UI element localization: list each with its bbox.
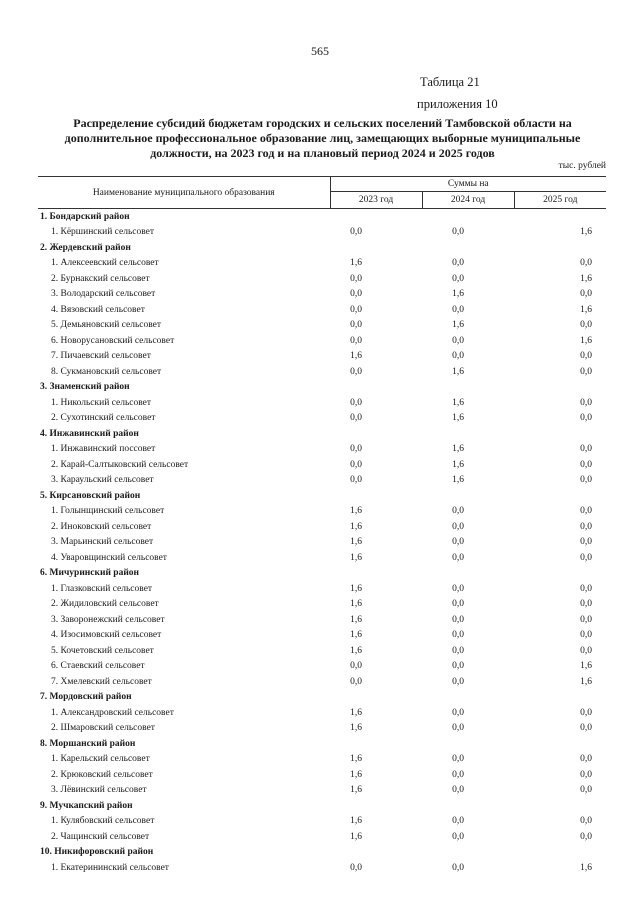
value-2025: 1,6 bbox=[580, 273, 593, 284]
appendix-caption: приложения 10 bbox=[417, 97, 498, 111]
district-row bbox=[38, 380, 606, 396]
settlement-name-cell bbox=[38, 411, 330, 427]
value-2025: 0,0 bbox=[580, 413, 593, 424]
settlement-name: 3. Караульский сельсовет bbox=[51, 475, 154, 486]
settlement-name-cell bbox=[38, 581, 330, 597]
settlement-row bbox=[38, 705, 606, 721]
district-name: 10. Никифоровский район bbox=[40, 847, 154, 858]
value-2025: 0,0 bbox=[580, 459, 593, 470]
district-name: 3. Знаменский район bbox=[40, 382, 130, 393]
value-2023 bbox=[330, 209, 422, 225]
table-body bbox=[38, 209, 606, 876]
value-2023 bbox=[330, 426, 422, 442]
name-column-header: Наименование муниципального образования bbox=[38, 177, 330, 209]
settlement-name: 1. Кулябовский сельсовет bbox=[51, 816, 155, 827]
value-2025 bbox=[514, 798, 606, 814]
value-2024 bbox=[422, 488, 514, 504]
district-name-cell bbox=[38, 488, 330, 504]
settlement-name: 1. Алексеевский сельсовет bbox=[51, 258, 159, 269]
value-2023: 1,6 bbox=[350, 583, 362, 594]
value-2025: 1,6 bbox=[580, 661, 593, 672]
settlement-name: 1. Александровский сельсовет bbox=[51, 707, 174, 718]
settlement-name-cell bbox=[38, 442, 330, 458]
value-2025: 0,0 bbox=[580, 723, 593, 734]
value-2025: 1,6 bbox=[580, 227, 593, 238]
settlement-name-cell bbox=[38, 287, 330, 303]
district-row bbox=[38, 798, 606, 814]
settlement-row bbox=[38, 643, 606, 659]
value-2024: 0,0 bbox=[452, 645, 464, 656]
value-2023: 1,6 bbox=[350, 521, 362, 532]
settlement-name: 1. Кёршинский сельсовет bbox=[51, 227, 155, 238]
settlement-name: 7. Хмелевский сельсовет bbox=[51, 676, 152, 687]
settlement-row bbox=[38, 767, 606, 783]
value-2024: 1,6 bbox=[452, 475, 464, 486]
settlement-row bbox=[38, 473, 606, 489]
settlement-name-cell bbox=[38, 829, 330, 845]
settlement-name: 1. Карельский сельсовет bbox=[51, 754, 150, 765]
value-2025: 0,0 bbox=[580, 537, 593, 548]
settlement-row bbox=[38, 814, 606, 830]
value-2024: 0,0 bbox=[452, 227, 464, 238]
settlement-name-cell bbox=[38, 349, 330, 365]
value-2024: 1,6 bbox=[452, 366, 464, 377]
value-2024: 0,0 bbox=[452, 335, 464, 346]
value-2023: 0,0 bbox=[350, 661, 362, 672]
settlement-row bbox=[38, 612, 606, 628]
settlement-name: 6. Стаевский сельсовет bbox=[51, 661, 145, 672]
value-2025: 0,0 bbox=[580, 397, 593, 408]
district-row bbox=[38, 690, 606, 706]
value-2025: 0,0 bbox=[580, 831, 593, 842]
settlement-name-cell bbox=[38, 628, 330, 644]
settlement-name-cell bbox=[38, 302, 330, 318]
value-2024: 0,0 bbox=[452, 599, 464, 610]
settlement-row bbox=[38, 225, 606, 241]
year-header-2025: 2025 год bbox=[514, 192, 606, 209]
settlement-name-cell bbox=[38, 674, 330, 690]
settlement-name-cell bbox=[38, 225, 330, 241]
settlement-name: 7. Пичаевский сельсовет bbox=[51, 351, 151, 362]
value-2023: 0,0 bbox=[350, 289, 362, 300]
value-2025: 0,0 bbox=[580, 645, 593, 656]
document-title: Распределение субсидий бюджетам городских и сельских поселений Тамбовской области на дополнительное профессиональное образование лиц, замещающих выборные муниципальные должности, на 2023 год и на плановый период 2024 и 2025 годов bbox=[64, 116, 581, 160]
value-2024 bbox=[422, 690, 514, 706]
value-2023: 0,0 bbox=[350, 459, 362, 470]
settlement-row bbox=[38, 411, 606, 427]
settlement-name-cell bbox=[38, 364, 330, 380]
settlement-row bbox=[38, 659, 606, 675]
settlement-name-cell bbox=[38, 473, 330, 489]
value-2024 bbox=[422, 798, 514, 814]
value-2023 bbox=[330, 240, 422, 256]
district-name: 5. Кирсановский район bbox=[40, 490, 141, 501]
settlement-row bbox=[38, 519, 606, 535]
settlement-row bbox=[38, 674, 606, 690]
page-number: 565 bbox=[311, 44, 329, 58]
value-2024 bbox=[422, 426, 514, 442]
settlement-row bbox=[38, 597, 606, 613]
value-2024: 0,0 bbox=[452, 351, 464, 362]
district-row bbox=[38, 426, 606, 442]
settlement-name: 3. Володарский сельсовет bbox=[51, 289, 156, 300]
value-2023: 1,6 bbox=[350, 754, 362, 765]
value-2024: 0,0 bbox=[452, 258, 464, 269]
district-name-cell bbox=[38, 240, 330, 256]
value-2024 bbox=[422, 736, 514, 752]
settlement-row bbox=[38, 395, 606, 411]
settlement-name: 8. Сукмановский сельсовет bbox=[51, 366, 162, 377]
sums-header: Суммы на bbox=[330, 177, 606, 192]
settlement-row bbox=[38, 860, 606, 876]
settlement-name-cell bbox=[38, 333, 330, 349]
value-2024: 0,0 bbox=[452, 769, 464, 780]
value-2025: 0,0 bbox=[580, 351, 593, 362]
settlement-row bbox=[38, 457, 606, 473]
settlement-name: 4. Вязовский сельсовет bbox=[51, 304, 145, 315]
settlement-row bbox=[38, 535, 606, 551]
district-row bbox=[38, 845, 606, 861]
value-2025: 0,0 bbox=[580, 630, 593, 641]
settlement-name-cell bbox=[38, 659, 330, 675]
settlement-name-cell bbox=[38, 597, 330, 613]
settlement-row bbox=[38, 581, 606, 597]
value-2023: 0,0 bbox=[350, 320, 362, 331]
value-2024: 0,0 bbox=[452, 676, 464, 687]
value-2024: 0,0 bbox=[452, 273, 464, 284]
settlement-name-cell bbox=[38, 721, 330, 737]
district-row bbox=[38, 240, 606, 256]
value-2023: 0,0 bbox=[350, 862, 362, 873]
settlement-name: 2. Жидиловский сельсовет bbox=[51, 599, 159, 610]
value-2023: 1,6 bbox=[350, 816, 362, 827]
value-2024: 0,0 bbox=[452, 614, 464, 625]
value-2024: 0,0 bbox=[452, 521, 464, 532]
district-name: 7. Мордовский район bbox=[40, 692, 132, 703]
district-name-cell bbox=[38, 736, 330, 752]
value-2025 bbox=[514, 736, 606, 752]
value-2025: 1,6 bbox=[580, 335, 593, 346]
value-2023: 1,6 bbox=[350, 785, 362, 796]
settlement-name-cell bbox=[38, 643, 330, 659]
value-2023: 0,0 bbox=[350, 676, 362, 687]
value-2024: 0,0 bbox=[452, 831, 464, 842]
settlement-name: 5. Демьяновский сельсовет bbox=[51, 320, 162, 331]
settlement-row bbox=[38, 442, 606, 458]
district-name-cell bbox=[38, 380, 330, 396]
value-2025 bbox=[514, 488, 606, 504]
year-header-2023: 2023 год bbox=[330, 192, 422, 209]
value-2024: 0,0 bbox=[452, 754, 464, 765]
value-2023 bbox=[330, 488, 422, 504]
settlement-name-cell bbox=[38, 256, 330, 272]
settlement-row bbox=[38, 349, 606, 365]
value-2025: 0,0 bbox=[580, 754, 593, 765]
district-row bbox=[38, 488, 606, 504]
value-2024: 1,6 bbox=[452, 289, 464, 300]
settlement-name-cell bbox=[38, 271, 330, 287]
district-name-cell bbox=[38, 209, 330, 225]
value-2025: 0,0 bbox=[580, 289, 593, 300]
settlement-name: 4. Уваровщинский сельсовет bbox=[51, 552, 167, 563]
value-2024: 0,0 bbox=[452, 630, 464, 641]
settlement-name: 1. Голынщинский сельсовет bbox=[51, 506, 165, 517]
settlement-name: 2. Сухотинский сельсовет bbox=[51, 413, 156, 424]
value-2025: 1,6 bbox=[580, 862, 593, 873]
settlement-row bbox=[38, 287, 606, 303]
settlement-name: 1. Инжавинский поссовет bbox=[51, 444, 156, 455]
value-2023: 1,6 bbox=[350, 831, 362, 842]
settlement-name-cell bbox=[38, 860, 330, 876]
settlement-name-cell bbox=[38, 457, 330, 473]
settlement-name: 3. Марьинский сельсовет bbox=[51, 537, 154, 548]
value-2025: 0,0 bbox=[580, 320, 593, 331]
value-2023: 0,0 bbox=[350, 273, 362, 284]
settlement-row bbox=[38, 628, 606, 644]
value-2024: 1,6 bbox=[452, 459, 464, 470]
value-2023: 0,0 bbox=[350, 413, 362, 424]
value-2024: 1,6 bbox=[452, 444, 464, 455]
value-2023: 1,6 bbox=[350, 552, 362, 563]
value-2025: 0,0 bbox=[580, 475, 593, 486]
value-2023: 1,6 bbox=[350, 506, 362, 517]
value-2024: 0,0 bbox=[452, 506, 464, 517]
settlement-row bbox=[38, 271, 606, 287]
value-2025: 0,0 bbox=[580, 816, 593, 827]
settlement-name-cell bbox=[38, 318, 330, 334]
settlement-name: 1. Глазковский сельсовет bbox=[51, 583, 153, 594]
value-2024: 0,0 bbox=[452, 785, 464, 796]
value-2023: 1,6 bbox=[350, 723, 362, 734]
settlement-name-cell bbox=[38, 395, 330, 411]
value-2023: 0,0 bbox=[350, 304, 362, 315]
table-caption: Таблица 21 bbox=[420, 75, 480, 89]
settlement-row bbox=[38, 318, 606, 334]
value-2024 bbox=[422, 566, 514, 582]
value-2025 bbox=[514, 690, 606, 706]
value-2025: 0,0 bbox=[580, 583, 593, 594]
district-row bbox=[38, 736, 606, 752]
value-2023: 0,0 bbox=[350, 444, 362, 455]
value-2024: 0,0 bbox=[452, 304, 464, 315]
district-name: 6. Мичуринский район bbox=[40, 568, 140, 579]
value-2024: 0,0 bbox=[452, 661, 464, 672]
value-2024: 1,6 bbox=[452, 320, 464, 331]
value-2023: 0,0 bbox=[350, 366, 362, 377]
settlement-row bbox=[38, 256, 606, 272]
district-name: 2. Жердевский район bbox=[40, 242, 131, 253]
settlement-name: 2. Крюковский сельсовет bbox=[51, 769, 153, 780]
value-2023 bbox=[330, 798, 422, 814]
value-2024: 0,0 bbox=[452, 816, 464, 827]
value-2024: 0,0 bbox=[452, 552, 464, 563]
district-name-cell bbox=[38, 690, 330, 706]
value-2023: 1,6 bbox=[350, 707, 362, 718]
district-name: 1. Бондарский район bbox=[40, 211, 130, 222]
district-name: 8. Моршанский район bbox=[40, 738, 136, 749]
value-2024: 0,0 bbox=[452, 862, 464, 873]
value-2023: 1,6 bbox=[350, 258, 362, 269]
year-header-2024: 2024 год bbox=[422, 192, 514, 209]
value-2024: 1,6 bbox=[452, 397, 464, 408]
settlement-name-cell bbox=[38, 519, 330, 535]
subsidy-table bbox=[38, 176, 606, 876]
value-2024: 0,0 bbox=[452, 723, 464, 734]
value-2025: 0,0 bbox=[580, 521, 593, 532]
value-2023: 1,6 bbox=[350, 614, 362, 625]
settlement-name-cell bbox=[38, 612, 330, 628]
settlement-name-cell bbox=[38, 752, 330, 768]
value-2023 bbox=[330, 690, 422, 706]
settlement-name-cell bbox=[38, 504, 330, 520]
value-2023: 1,6 bbox=[350, 769, 362, 780]
value-2025: 1,6 bbox=[580, 304, 593, 315]
settlement-row bbox=[38, 783, 606, 799]
value-2025: 0,0 bbox=[580, 366, 593, 377]
settlement-name-cell bbox=[38, 535, 330, 551]
district-name: 4. Инжавинский район bbox=[40, 428, 139, 439]
value-2023: 1,6 bbox=[350, 351, 362, 362]
value-2023: 0,0 bbox=[350, 227, 362, 238]
value-2025 bbox=[514, 380, 606, 396]
value-2025 bbox=[514, 240, 606, 256]
value-2023 bbox=[330, 845, 422, 861]
value-2023: 1,6 bbox=[350, 645, 362, 656]
settlement-name-cell bbox=[38, 767, 330, 783]
value-2025: 0,0 bbox=[580, 258, 593, 269]
settlement-row bbox=[38, 364, 606, 380]
district-row bbox=[38, 209, 606, 225]
value-2023: 1,6 bbox=[350, 599, 362, 610]
settlement-name-cell bbox=[38, 550, 330, 566]
settlement-name: 2. Карай-Салтыковский сельсовет bbox=[51, 459, 189, 470]
settlement-name: 5. Кочетовский сельсовет bbox=[51, 645, 154, 656]
settlement-name: 2. Бурнакский сельсовет bbox=[51, 273, 150, 284]
value-2025: 0,0 bbox=[580, 785, 593, 796]
settlement-name: 1. Екатерининский сельсовет bbox=[51, 862, 169, 873]
district-name: 9. Мучкапский район bbox=[40, 800, 133, 811]
settlement-row bbox=[38, 721, 606, 737]
value-2025: 0,0 bbox=[580, 444, 593, 455]
settlement-name-cell bbox=[38, 705, 330, 721]
settlement-row bbox=[38, 752, 606, 768]
value-2023 bbox=[330, 566, 422, 582]
settlement-name: 2. Чащинский сельсовет bbox=[51, 831, 150, 842]
settlement-row bbox=[38, 829, 606, 845]
settlement-name: 3. Заворонежский сельсовет bbox=[51, 614, 165, 625]
value-2024 bbox=[422, 380, 514, 396]
value-2025 bbox=[514, 845, 606, 861]
settlement-name-cell bbox=[38, 783, 330, 799]
value-2024 bbox=[422, 845, 514, 861]
value-2024: 0,0 bbox=[452, 583, 464, 594]
value-2025 bbox=[514, 426, 606, 442]
value-2023: 1,6 bbox=[350, 537, 362, 548]
value-2023 bbox=[330, 736, 422, 752]
value-2025: 0,0 bbox=[580, 707, 593, 718]
value-2023: 0,0 bbox=[350, 335, 362, 346]
settlement-row bbox=[38, 333, 606, 349]
value-2023: 0,0 bbox=[350, 397, 362, 408]
unit-label: тыс. рублей bbox=[558, 161, 606, 171]
value-2025: 0,0 bbox=[580, 769, 593, 780]
value-2025: 0,0 bbox=[580, 552, 593, 563]
value-2024 bbox=[422, 240, 514, 256]
district-name-cell bbox=[38, 566, 330, 582]
settlement-row bbox=[38, 550, 606, 566]
value-2023: 0,0 bbox=[350, 475, 362, 486]
settlement-row bbox=[38, 504, 606, 520]
district-name-cell bbox=[38, 845, 330, 861]
settlement-name-cell bbox=[38, 814, 330, 830]
value-2024: 0,0 bbox=[452, 707, 464, 718]
district-row bbox=[38, 566, 606, 582]
value-2023 bbox=[330, 380, 422, 396]
value-2024: 1,6 bbox=[452, 413, 464, 424]
value-2025: 1,6 bbox=[580, 676, 593, 687]
settlement-row bbox=[38, 302, 606, 318]
district-name-cell bbox=[38, 798, 330, 814]
settlement-name: 1. Никольский сельсовет bbox=[51, 397, 152, 408]
value-2025 bbox=[514, 209, 606, 225]
value-2025: 0,0 bbox=[580, 506, 593, 517]
value-2025 bbox=[514, 566, 606, 582]
settlement-name: 2. Шмаровский сельсовет bbox=[51, 723, 155, 734]
value-2024: 0,0 bbox=[452, 537, 464, 548]
settlement-name: 4. Изосимовский сельсовет bbox=[51, 630, 162, 641]
value-2025: 0,0 bbox=[580, 614, 593, 625]
settlement-name: 6. Новорусановский сельсовет bbox=[51, 335, 175, 346]
value-2023: 1,6 bbox=[350, 630, 362, 641]
value-2025: 0,0 bbox=[580, 599, 593, 610]
settlement-name: 2. Иноковский сельсовет bbox=[51, 521, 152, 532]
district-name-cell bbox=[38, 426, 330, 442]
value-2024 bbox=[422, 209, 514, 225]
settlement-name: 3. Лёвинский сельсовет bbox=[51, 785, 147, 796]
